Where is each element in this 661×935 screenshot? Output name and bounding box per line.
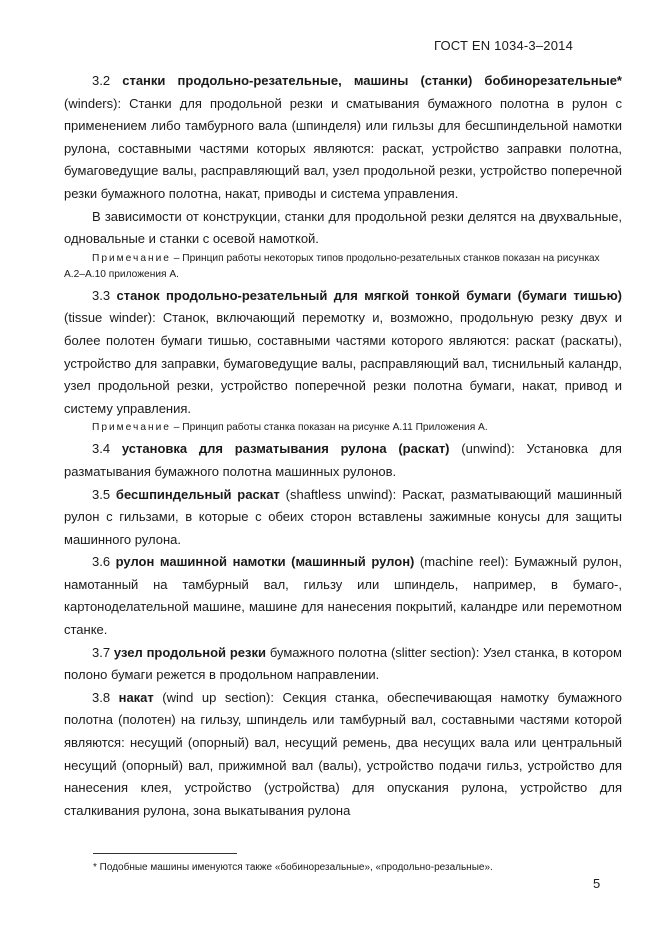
footnote-divider bbox=[93, 853, 237, 854]
paragraph-3-2 bbox=[64, 70, 622, 206]
paragraph-3-4 bbox=[64, 438, 622, 483]
document-body bbox=[64, 70, 622, 822]
term-definition: бумажного полотна (slitter section): Узел станка, в котором полоно бумаги режется в продольном направлении. bbox=[64, 644, 622, 683]
term-name: станки продольно-резательные, машины (станки) бобинорезательные* bbox=[122, 73, 622, 88]
term-definition: (unwind): Установка для разматывания бумажного полотна машинных рулонов. bbox=[64, 441, 622, 479]
term-number: 3.7 bbox=[92, 644, 111, 660]
paragraph-3-7 bbox=[64, 642, 622, 687]
term-definition: (wind up section): Секция станка, обеспечивающая намотку бумажного полотна (полотен) на гильзу, шпиндель или тамбурный вал, составными частями которой являются: несущий (опорный) вал, несущий ремень, два несущих вала или центральный несущий (опорный) вал, прижимной вал (валы), устройство подачи гильз, устройство для нанесения клея, устройство (устройства) для опускания рулона, устройство для сталкивания рулона, зона выкатывания рулона bbox=[64, 689, 622, 818]
page-number: 5 bbox=[593, 876, 601, 891]
term-definition: (tissue winder): Станок, включающий перемотку и, возможно, продольную резку двух и более полотен бумаги тишью, составными частями которого являются: раскат (раскаты), устройство для заправки, бумаговедущие валы, расправляющий вал, тиснильный каландр, узел продольной резки, устройство поперечной резки полотна бумаги, накат, привод и систему управления. bbox=[64, 310, 622, 416]
paragraph-text: В зависимости от конструкции, станки для продольной резки делятся на двухвальные, одновальные и станки с осевой намоткой. bbox=[64, 208, 622, 247]
term-number: 3.5 bbox=[92, 486, 111, 502]
term-number: 3.3 bbox=[92, 287, 111, 303]
term-name: бесшпиндельный раскат bbox=[115, 486, 280, 502]
paragraph-3-8 bbox=[64, 687, 622, 823]
term-name: установка для разматывания рулона (раскат) bbox=[121, 441, 450, 457]
term-definition: (shaftless unwind): Раскат, разматывающий машинный рулон с гильзами, в которые с обеих сторон вставлены зажимные конусы для защиты машинного рулона. bbox=[64, 486, 622, 547]
term-name: накат bbox=[118, 689, 154, 705]
paragraph-3-3 bbox=[64, 285, 622, 421]
document-header: ГОСТ EN 1034-3–2014 bbox=[433, 38, 573, 53]
footnote: * Подобные машины именуются также «бобинорезальные», «продольно-резальные». bbox=[93, 862, 493, 873]
note-1 bbox=[64, 251, 622, 283]
paragraph-3-5 bbox=[64, 484, 622, 552]
note-text: – Принцип работы некоторых типов продольно-резательных станков показан на рисунках А.2–А.10 приложения А. bbox=[64, 252, 600, 280]
term-definition: (winders): Станки для продольной резки и сматывания бумажного полотна в рулон с применением либо тамбурного вала (шпинделя) или гильзы для бесшпиндельной намотки рулона, составными частями которых являются: раскат, устройство заправки полотна, бумаговедущие валы, расправляющий вал, узел продольной резки, устройство поперечной резки бумажного полотна, накат, приводы и система управления. bbox=[64, 95, 622, 201]
term-number: 3.8 bbox=[92, 689, 111, 705]
note-label: Примечание bbox=[92, 252, 171, 264]
term-name: рулон машинной намотки (машинный рулон) bbox=[115, 554, 415, 570]
term-number: 3.6 bbox=[92, 554, 111, 570]
note-text: – Принцип работы станка показан на рисунке А.11 Приложения А. bbox=[170, 422, 488, 434]
term-name: узел продольной резки bbox=[113, 644, 266, 660]
term-number: 3.4 bbox=[92, 441, 111, 457]
note-label: Примечание bbox=[92, 422, 171, 434]
paragraph-3-6 bbox=[64, 551, 622, 641]
note-2 bbox=[64, 420, 622, 436]
term-name: станок продольно-резательный для мягкой тонкой бумаги (бумаги тишью) bbox=[116, 287, 622, 303]
term-definition: (machine reel): Бумажный рулон, намотанный на тамбурный вал, гильзу или шпиндель, например, в бумаго-, картоноделательной машине, машине для нанесения покрытий, каландре или перемотном станке. bbox=[64, 554, 622, 638]
term-number: 3.2 bbox=[92, 73, 111, 88]
